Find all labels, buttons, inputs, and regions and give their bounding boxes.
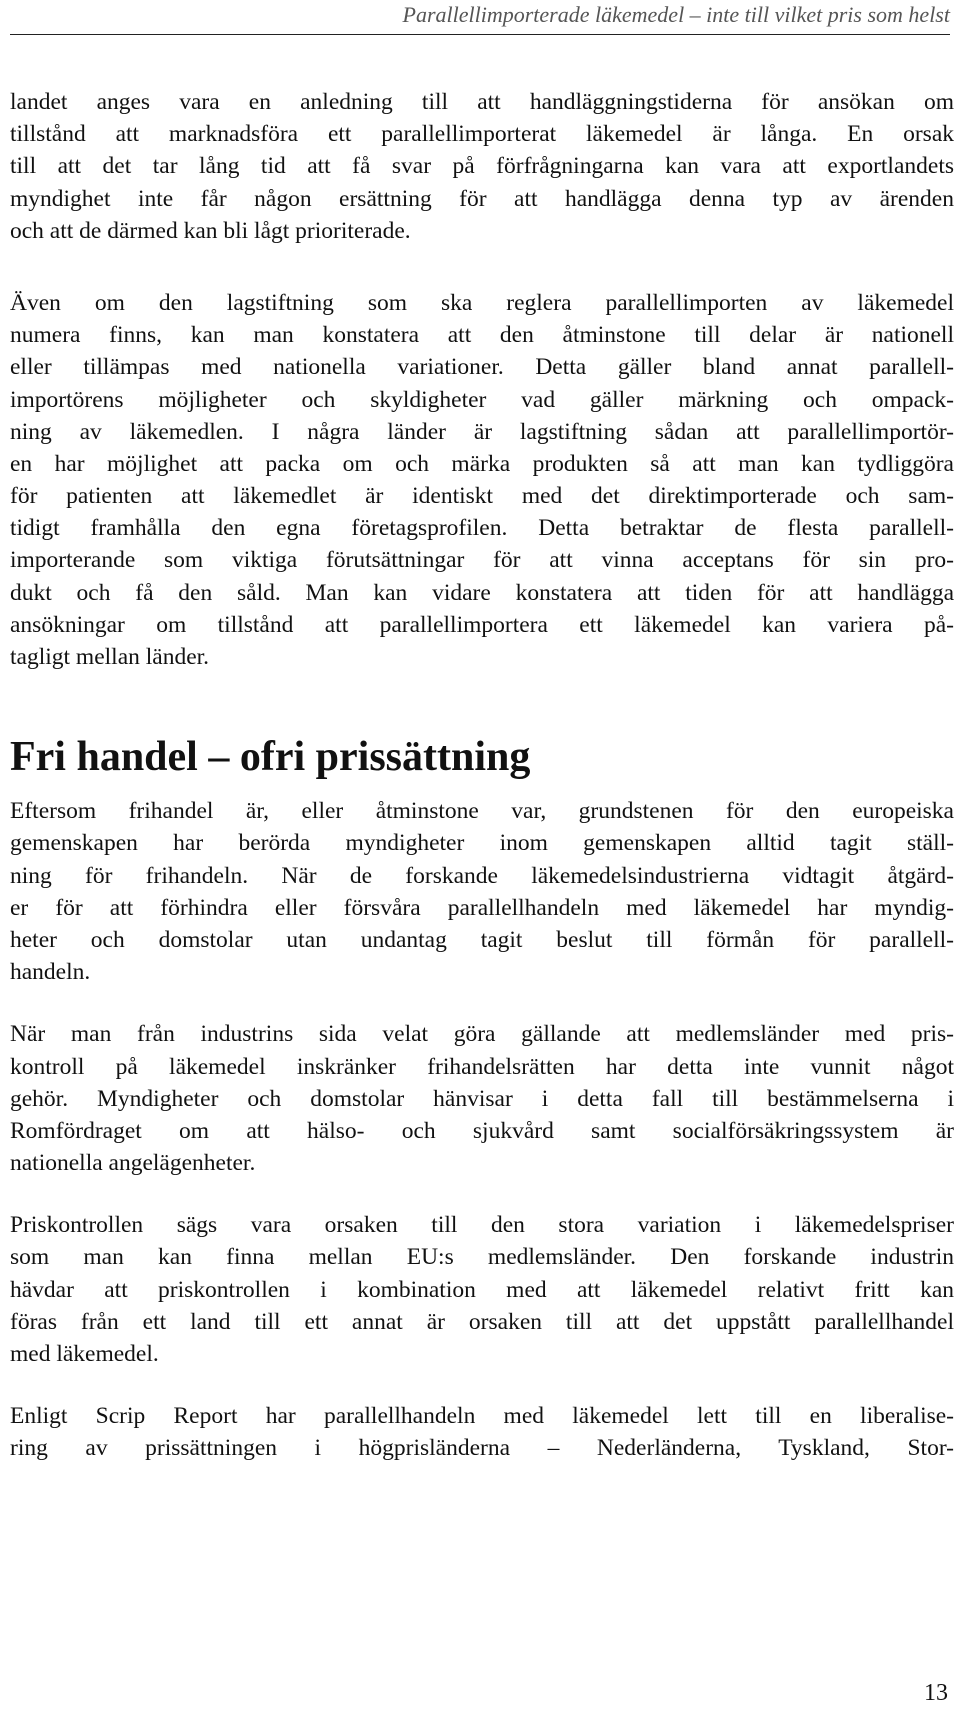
text-line: numera finns, kan man konstatera att den åtminstone till delar är nationell xyxy=(10,322,954,349)
text-line: myndighet inte får någon ersättning för att handlägga denna typ av ärenden xyxy=(10,185,954,212)
text-line: ring av prissättningen i högprisländerna – Nederländerna, Tyskland, Stor- xyxy=(10,1435,954,1462)
text-line: kontroll på läkemedel inskränker frihandelsrätten har detta inte vunnit något xyxy=(10,1053,954,1080)
text-line: importörens möjligheter och skyldigheter vad gäller märkning och ompack- xyxy=(10,386,954,413)
text-line: Priskontrollen sägs vara orsaken till den stora variation i läkemedelspriser xyxy=(10,1212,954,1239)
paragraph xyxy=(10,795,954,988)
text-line: med läkemedel. xyxy=(10,1341,159,1367)
text-line: ning för frihandeln. När de forskande läkemedelsindustrierna vidtagit åtgärd- xyxy=(10,862,954,889)
section-heading: Fri handel – ofri prissättning xyxy=(10,734,531,781)
text-line: Enligt Scrip Report har parallellhandeln med läkemedel lett till en liberalise- xyxy=(10,1403,954,1430)
text-line: föras från ett land till ett annat är orsaken till att det uppstått parallellhandel xyxy=(10,1308,954,1335)
text-line: och att de därmed kan bli lågt prioriterade. xyxy=(10,217,411,244)
paragraph xyxy=(10,1400,954,1464)
text-line: Även om den lagstiftning som ska reglera parallellimporten av läkemedel xyxy=(10,289,954,316)
text-line: När man från industrins sida velat göra gällande att medlemsländer med pris- xyxy=(10,1021,954,1048)
text-line: hävdar att priskontrollen i kombination med att läkemedel relativt fritt kan xyxy=(10,1276,954,1303)
body-text-before-heading xyxy=(10,86,954,673)
text-line: importerande som viktiga förutsättningar för att vinna acceptans för sin pro- xyxy=(10,547,954,574)
text-line: tagligt mellan länder. xyxy=(10,644,210,670)
text-line: gehör. Myndigheter och domstolar hänvisar i detta fall till bestämmelserna i xyxy=(10,1085,954,1112)
running-header xyxy=(10,0,950,35)
body-text-after-heading xyxy=(10,795,954,1464)
text-line: gemenskapen har berörda myndigheter inom gemenskapen alltid tagit ställ- xyxy=(10,830,954,857)
text-line: ansökningar om tillstånd att parallellimportera ett läkemedel kan variera på- xyxy=(10,611,954,638)
paragraph xyxy=(10,287,954,673)
text-line: er för att förhindra eller försvåra parallellhandeln med läkemedel har myndig- xyxy=(10,894,954,921)
page-number: 13 xyxy=(924,1680,948,1706)
text-line: heter och domstolar utan undantag tagit beslut till förmån för parallell- xyxy=(10,926,954,953)
text-line: för patienten att läkemedlet är identiskt med det direktimporterade och sam- xyxy=(10,483,954,510)
text-line: landet anges vara en anledning till att handläggningstiderna för ansökan om xyxy=(10,89,954,115)
text-line: tillstånd att marknadsföra ett parallellimporterat läkemedel är långa. En orsak xyxy=(10,121,954,148)
text-line: en har möjlighet att packa om och märka produkten så att man kan tydliggöra xyxy=(10,450,954,477)
text-line: dukt och få den såld. Man kan vidare konstatera att tiden för att handlägga xyxy=(10,579,954,606)
text-line: nationella angelägenheter. xyxy=(10,1150,256,1177)
text-line: till att det tar lång tid att få svar på förfrågningarna kan vara att exportlandets xyxy=(10,153,954,180)
text-line: som man kan finna mellan EU:s medlemsländer. Den forskande industrin xyxy=(10,1244,954,1271)
text-line: tidigt framhålla den egna företagsprofilen. Detta betraktar de flesta parallell- xyxy=(10,515,954,542)
text-line: Eftersom frihandel är, eller åtminstone var, grundstenen för den europeiska xyxy=(10,798,954,825)
text-line: ning av läkemedlen. I några länder är lagstiftning sådan att parallellimportör- xyxy=(10,418,954,445)
text-line: handeln. xyxy=(10,959,91,986)
page-body xyxy=(10,86,954,1465)
paragraph xyxy=(10,1018,954,1179)
text-line: eller tillämpas med nationella variationer. Detta gäller bland annat parallell- xyxy=(10,354,954,381)
paragraph xyxy=(10,1209,954,1370)
running-title: Parallellimporterade läkemedel – inte till vilket pris som helst xyxy=(402,2,950,27)
paragraph xyxy=(10,86,954,247)
text-line: Romfördraget om att hälso- och sjukvård samt socialförsäkringssystem är xyxy=(10,1117,954,1144)
